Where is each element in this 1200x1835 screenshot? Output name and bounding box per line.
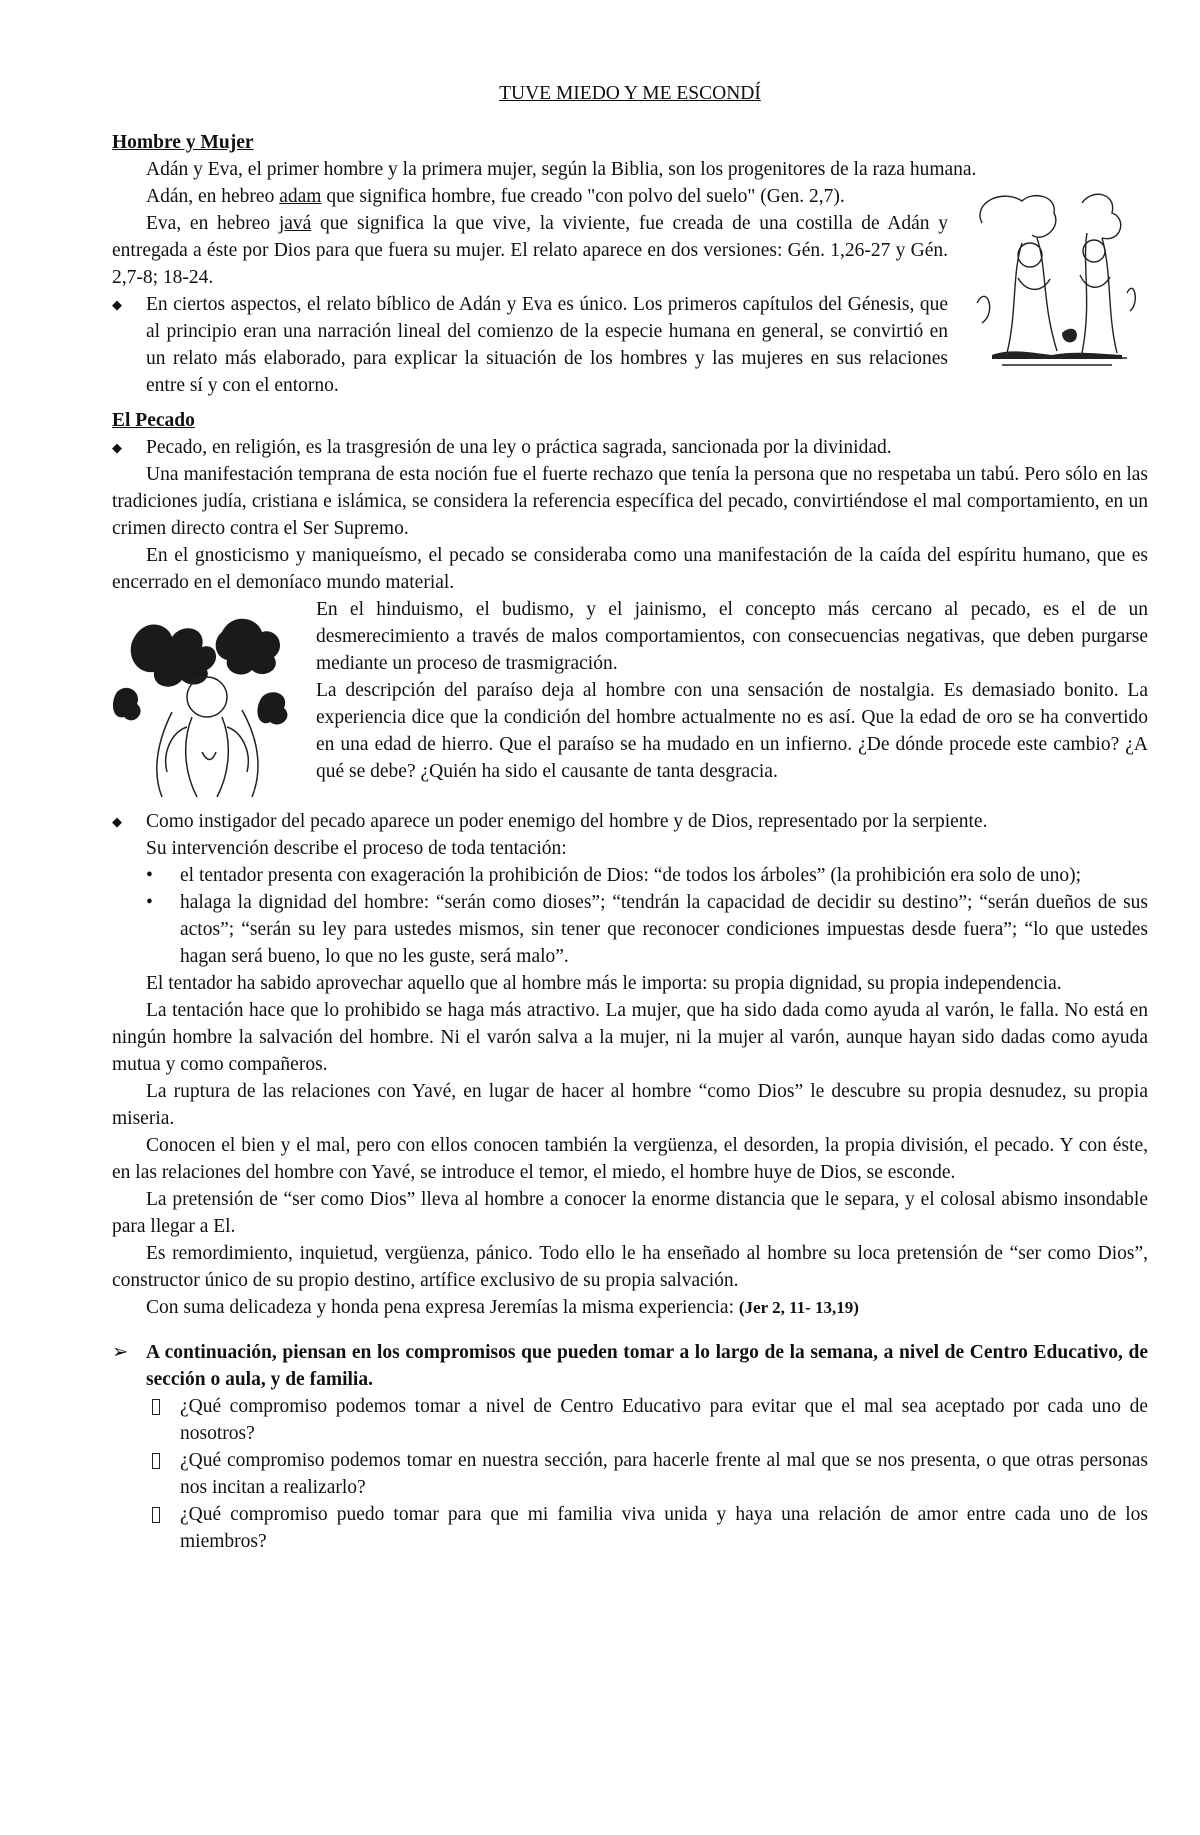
page-title: TUVE MIEDO Y ME ESCONDÍ	[499, 83, 761, 104]
text-fragment: que significa la que vive, la viviente, fue creada de una costilla de Adán y entregada a éste por Dios para que fuera su mujer. El relato aparece en dos versiones: Gén. 1,26-27 y Gén. 2,7-8; 18-24.	[112, 213, 948, 288]
bible-reference: (Jer 2, 11- 13,19)	[738, 1298, 859, 1317]
list-item	[112, 862, 1148, 889]
paragraph-jeremias	[112, 1294, 1148, 1321]
text-fragment: Eva, en hebreo	[146, 213, 279, 234]
diamond-bullet-icon: ◆	[112, 814, 122, 829]
list-item-text: el tentador presenta con exageración la prohibición de Dios: “de todos los árboles” (la prohibición era solo de uno);	[180, 865, 1082, 886]
bullet-text: Pecado, en religión, es la trasgresión de una ley o práctica sagrada, sancionada por la divinidad.	[146, 437, 892, 458]
section-heading-pecado: El Pecado	[112, 410, 195, 431]
bullet-text: En ciertos aspectos, el relato bíblico de Adán y Eva es único. Los primeros capítulos del Génesis, que al principio eran una narración lineal del comienzo de la especie humana en general, se convirtió en un relato más elaborado, para explicar la situación de los hombres y las mujeres en sus relaciones entre sí y con el entorno.	[146, 294, 948, 396]
bullet-paragraph	[112, 808, 1148, 835]
list-item	[112, 889, 1148, 970]
paragraph: Conocen el bien y el mal, pero con ellos conocen también la vergüenza, el desorden, la propia división, el pecado. Y con éste, en las relaciones del hombre con Yavé, se introduce el temor, el miedo, el hombre huye de Dios, se esconde.	[112, 1135, 1148, 1183]
paragraph: La ruptura de las relaciones con Yavé, en lugar de hacer al hombre “como Dios” le descubre su propia desnudez, su propia miseria.	[112, 1081, 1148, 1129]
paragraph: Adán y Eva, el primer hombre y la primera mujer, según la Biblia, son los progenitores de la raza humana.	[146, 159, 977, 180]
paragraph: El tentador ha sabido aprovechar aquello que al hombre más le importa: su propia dignidad, su propia independencia.	[146, 973, 1062, 994]
arrow-bullet-icon: ➢	[112, 1342, 129, 1363]
paragraph: En el hinduismo, el budismo, y el jainismo, el concepto más cercano al pecado, es el de un desmerecimiento a través de malos comportamientos, con consecuencias negativas, que deben purgarse mediante un proceso de trasmigración.	[316, 599, 1148, 674]
temptation-list	[112, 862, 1148, 970]
paragraph: La pretensión de “ser como Dios” lleva al hombre a conocer la enorme distancia que le separa, y el colosal abismo insondable para llegar a El.	[112, 1189, 1148, 1237]
list-item-text: halaga la dignidad del hombre: “serán como dioses”; “tendrán la capacidad de decidir su destino”; “serán dueños de sus actos”; “serán su ley para ustedes mismos, sin tener que reconocer condiciones impuestas desde fuera”; “lo que ustedes hagan será bueno, lo que no les guste, será malo”.	[180, 892, 1148, 967]
question-text: ¿Qué compromiso puedo tomar para que mi familia viva unida y haya una relación de amor entre cada uno de los miembros?	[180, 1504, 1148, 1552]
commitment-question	[112, 1393, 1148, 1447]
document-page	[112, 80, 1148, 1555]
keyword-java: javá	[278, 213, 312, 234]
commitment-question	[112, 1501, 1148, 1555]
bullet-text: Como instigador del pecado aparece un poder enemigo del hombre y de Dios, representado por la serpiente.	[146, 811, 988, 832]
dot-bullet-icon: •	[146, 892, 153, 913]
box-bullet-icon	[152, 1399, 160, 1415]
section-heading-hombre-mujer: Hombre y Mujer	[112, 132, 254, 153]
bullet-paragraph	[112, 291, 1148, 399]
dot-bullet-icon: •	[146, 865, 153, 886]
commitments-heading	[112, 1339, 1148, 1393]
commitment-question	[112, 1447, 1148, 1501]
paragraph: En el gnosticismo y maniqueísmo, el pecado se consideraba como una manifestación de la caída del espíritu humano, que es encerrado en el demoníaco mundo material.	[112, 545, 1148, 593]
box-bullet-icon	[152, 1507, 160, 1523]
paragraph: Su intervención describe el proceso de toda tentación:	[146, 838, 567, 859]
paragraph: La descripción del paraíso deja al hombre con una sensación de nostalgia. Es demasiado bonito. La experiencia dice que la condición del hombre actualmente no es así. Que la edad de oro se ha convertido en una edad de hierro. Que el paraíso se ha mudado en un infierno. ¿De dónde procede este cambio? ¿A qué se debe? ¿Quién ha sido el causante de tanta desgracia.	[316, 680, 1148, 782]
commitments-heading-text: A continuación, piensan en los compromisos que pueden tomar a lo largo de la semana, a nivel de Centro Educativo, de sección o aula, y de familia.	[146, 1342, 1148, 1390]
eve-tree-illustration	[112, 602, 302, 802]
text-fragment: que significa hombre, fue creado "con polvo del suelo" (Gen. 2,7).	[321, 186, 845, 207]
text-fragment: Adán, en hebreo	[146, 186, 280, 207]
question-text: ¿Qué compromiso podemos tomar en nuestra sección, para hacerle frente al mal que se nos presenta, o que otras personas nos incitan a realizarlo?	[180, 1450, 1148, 1498]
paragraph: La tentación hace que lo prohibido se haga más atractivo. La mujer, que ha sido dada como ayuda al varón, le falla. No está en ningún hombre la salvación del hombre. Ni el varón salva a la mujer, ni la mujer al varón, aunque hayan sido dadas como ayuda mutua y como compañeros.	[112, 1000, 1148, 1075]
text-fragment: Con suma delicadeza y honda pena expresa Jeremías la misma experiencia:	[146, 1297, 739, 1318]
paragraph: Es remordimiento, inquietud, vergüenza, pánico. Todo ello le ha enseñado al hombre su loca pretensión de “ser como Dios”, constructor único de su propio destino, artífice exclusivo de su propia salvación.	[112, 1243, 1148, 1291]
diamond-bullet-icon: ◆	[112, 440, 122, 455]
eve-tree-drawing	[112, 602, 302, 802]
keyword-adam: adam	[279, 186, 322, 207]
box-bullet-icon	[152, 1453, 160, 1469]
bullet-paragraph	[112, 434, 1148, 461]
diamond-bullet-icon: ◆	[112, 297, 122, 312]
paragraph: Una manifestación temprana de esta noción fue el fuerte rechazo que tenía la persona que no respetaba un tabú. Pero sólo en las tradiciones judía, cristiana e islámica, se considera la referencia específica del pecado, convirtiéndose el mal comportamiento, en un crimen directo contra el Ser Supremo.	[112, 464, 1148, 539]
question-text: ¿Qué compromiso podemos tomar a nivel de Centro Educativo para evitar que el mal sea aceptado por cada uno de nosotros?	[180, 1396, 1148, 1444]
